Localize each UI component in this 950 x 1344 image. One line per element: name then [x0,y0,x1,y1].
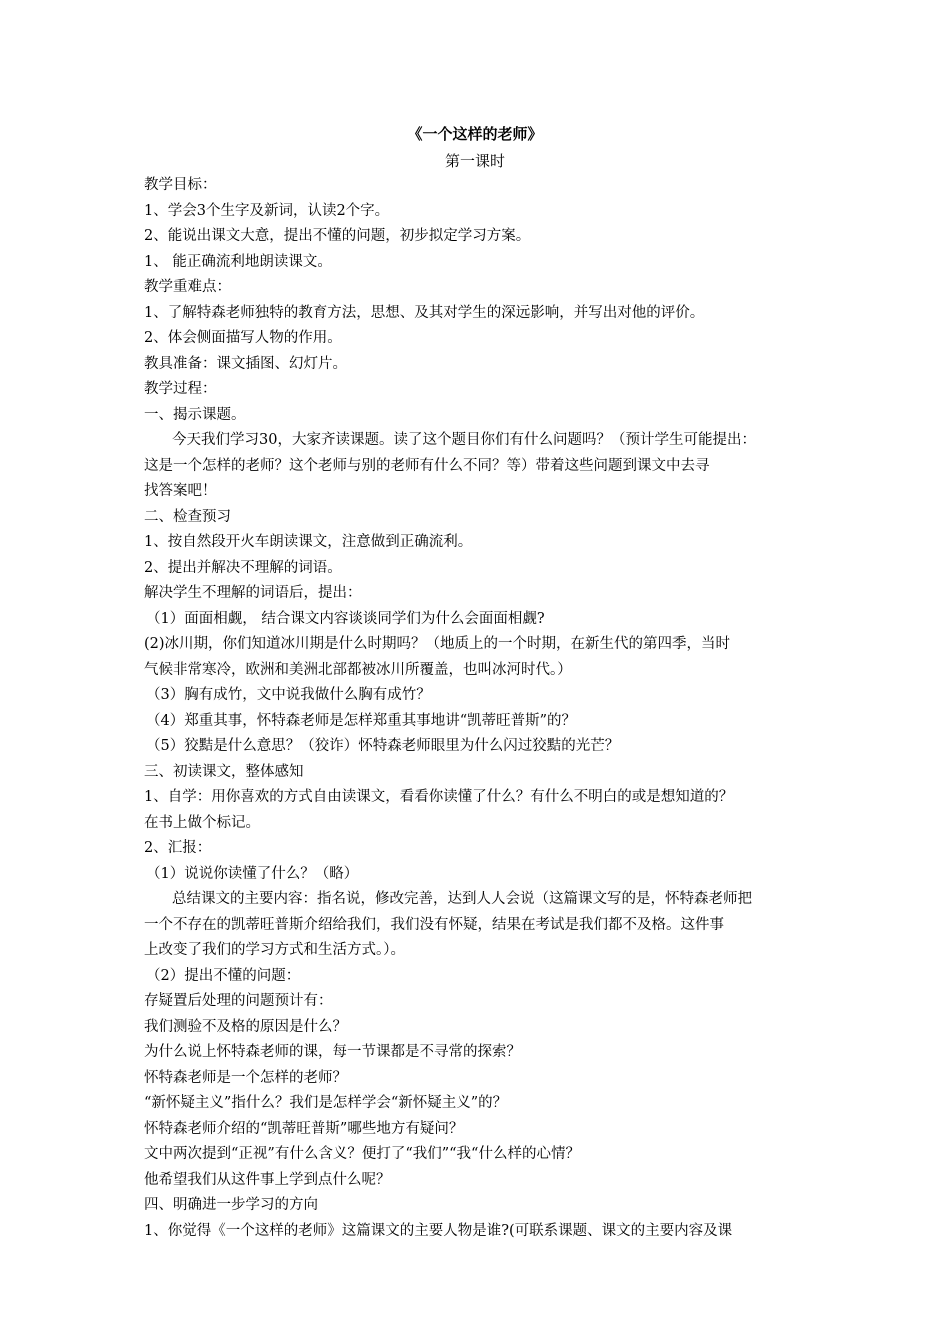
paragraph-line: 今天我们学习30，大家齐读课题。读了这个题目你们有什么问题吗？（预计学生可能提出： [172,432,756,448]
vocab-item: (2)冰川期，你们知道冰川期是什么时期吗？（地质上的一个时期，在新生代的第四季，当时 [144,636,731,652]
vocab-item: （3）胸有成竹，文中说我做什么胸有成竹？ [146,687,431,703]
section-heading-key-points: 教学重难点： [144,279,231,295]
sub-item: （1）说说你读懂了什么？（略） [146,865,359,882]
document-body [144,173,812,1244]
question-item: 怀特森老师是一个怎样的老师？ [144,1069,347,1086]
goal-item: 2、能说出课文大意，提出不懂的问题，初步拟定学习方案。 [144,228,531,244]
section-heading-process: 教学过程： [144,381,217,397]
step-heading: 二、检查预习 [144,508,231,525]
step-heading: 一、揭示课题。 [144,406,246,423]
step-heading: 三、初读课文，整体感知 [144,763,304,780]
paragraph-line: 一个不存在的凯蒂旺普斯介绍给我们，我们没有怀疑，结果在考试是我们都不及格。这件事 [144,916,724,933]
materials-line: 教具准备：课文插图、幻灯片。 [144,355,347,372]
question-item: 文中两次提到“正视”有什么含义？便打了“我们”“我“什么样的心情？ [144,1146,580,1162]
question-item: “新怀疑主义”指什么？我们是怎样学会“新怀疑主义”的？ [144,1095,508,1111]
paragraph-line: 找答案吧！ [144,483,217,499]
paragraph-line: 这是一个怎样的老师？这个老师与别的老师有什么不同？等）带着这些问题到课文中去寻 [144,457,710,474]
goal-item: 1、学会3个生字及新词，认读2个字。 [144,202,390,219]
vocab-item: （4）郑重其事，怀特森老师是怎样郑重其事地讲“凯蒂旺普斯”的？ [146,712,577,729]
list-item: 2、提出并解决不理解的词语。 [144,559,342,576]
list-item: 2、汇报： [144,840,212,856]
list-item: 1、自学：用你喜欢的方式自由读课文，看看你读懂了什么？有什么不明白的或是想知道的？ [144,789,734,805]
paragraph-line: 总结课文的主要内容：指名说，修改完善，达到人人会说（这篇课文写的是，怀特森老师把 [172,891,752,907]
question-item: 怀特森老师介绍的“凯蒂旺普斯”哪些地方有疑问？ [144,1120,464,1137]
section-heading-goals: 教学目标： [144,177,217,193]
list-item: 1、你觉得《一个这样的老师》这篇课文的主要人物是谁?(可联系课题、课文的主要内容及课 [144,1222,733,1239]
paragraph-line: 存疑置后处理的问题预计有： [144,993,333,1009]
paragraph-line: 解决学生不理解的词语后，提出： [144,585,362,601]
document-subtitle: 第一课时 [444,152,505,170]
sub-item: （2）提出不懂的问题： [146,967,301,984]
list-item: 1、按自然段开火车朗读课文，注意做到正确流利。 [144,534,473,550]
key-point-item: 1、了解特森老师独特的教育方法，思想、及其对学生的深远影响，并写出对他的评价。 [144,304,705,321]
vocab-item: （5）狡黠是什么意思？（狡诈）怀特森老师眼里为什么闪过狡黠的光芒？ [146,738,620,754]
question-item: 我们测验不及格的原因是什么？ [144,1018,347,1035]
key-point-item: 2、体会侧面描写人物的作用。 [144,330,342,346]
vocab-item-continued: 气候非常寒冷，欧洲和美洲北部都被冰川所覆盖，也叫冰河时代。） [144,661,572,678]
vocab-item: （1）面面相觑， 结合课文内容谈谈同学们为什么会面面相觑? [146,610,545,627]
list-item-continued: 在书上做个标记。 [144,814,260,831]
step-heading: 四、明确进一步学习的方向 [144,1197,318,1213]
paragraph-line: 上改变了我们的学习方式和生活方式。）。 [144,942,405,958]
goal-item: 1、 能正确流利地朗读课文。 [144,253,332,270]
question-item: 为什么说上怀特森老师的课，每一节课都是不寻常的探索？ [144,1044,521,1060]
document-title: 《一个这样的老师》 [407,125,543,143]
question-item: 他希望我们从这件事上学到点什么呢？ [144,1171,391,1188]
